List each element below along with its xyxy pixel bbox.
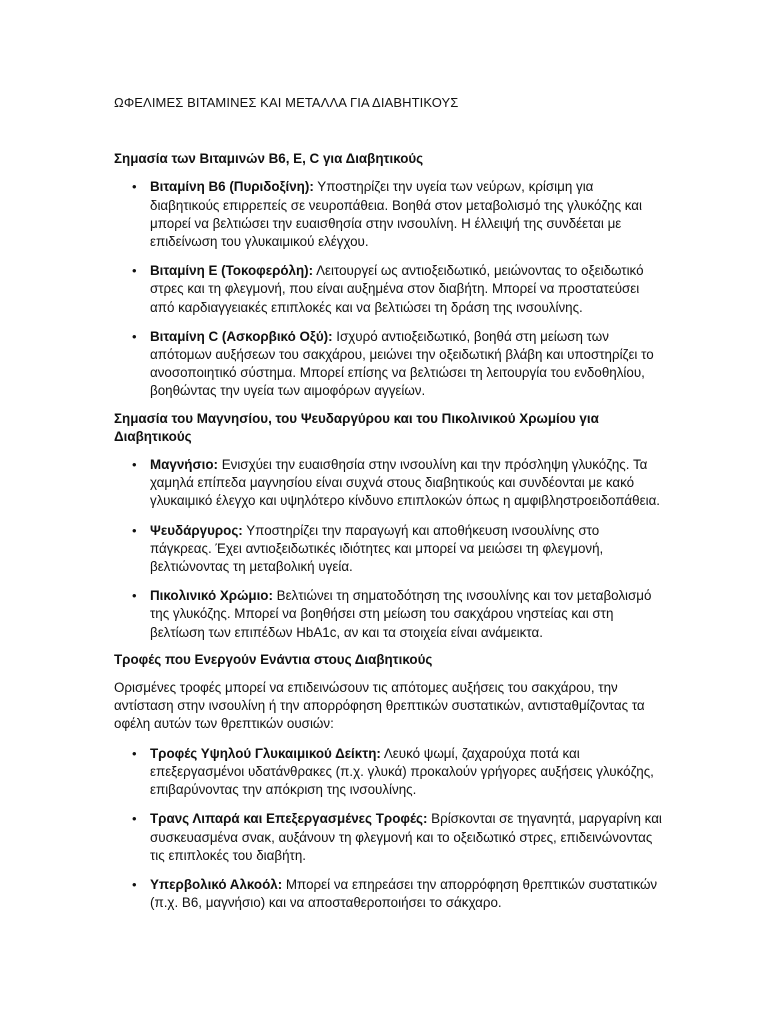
item-term: Βιταμίνη Β6 (Πυριδοξίνη): [150,179,314,195]
bullet-icon: • [132,457,137,473]
list-item [132,587,662,642]
item-text: Υποστηρίζει την υγεία των νεύρων, κρίσιμη για διαβητικούς επιρρεπείς σε νευροπάθεια. Βοηθά στον μεταβολισμό της γλυκόζης και μπορεί να βελτιώσει την ευαισθησία στην ινσουλίνη. Η έλλειψή της συνδέεται με επιδείνωση του γλυκαιμικού ελέγχου. [150,179,642,250]
bullet-icon: • [132,588,137,604]
vitamins-list [114,178,662,400]
item-text: Μπορεί να επηρεάσει την απορρόφηση θρεπτικών συστατικών (π.χ. Β6, μαγνήσιο) και να αποσταθεροποιήσει το σάκχαρο. [150,876,658,911]
bullet-icon: • [132,263,137,279]
list-item [132,810,662,865]
item-term: Τρανς Λιπαρά και Επεξεργασμένες Τροφές: [150,811,428,827]
item-text: Ενισχύει την ευαισθησία στην ινσουλίνη και την πρόσληψη γλυκόζης. Τα χαμηλά επίπεδα μαγνησίου είναι συχνά στους διαβητικούς και συνδέονται με κακό γλυκαιμικό έλεγχο και υψηλότερο κίνδυνο επιπλοκών όπως η αμφιβληστροειδοπάθεια. [150,457,661,509]
bullet-icon: • [132,876,137,892]
item-term: Ψευδάργυρος: [150,522,243,538]
item-text: Ισχυρό αντιοξειδωτικό, βοηθά στη μείωση των απότομων αυξήσεων του σακχάρου, μειώνει την οξειδωτική βλάβη και υποστηρίζει το ανοσοποιητικό σύστημα. Μπορεί επίσης να βελτιώσει τη λειτουργία του ενδοθηλίου, βοηθώντας την υγεία των αιμοφόρων αγγείων. [150,328,654,399]
list-item [132,745,662,800]
item-term: Βιταμίνη Ε (Τοκοφερόλη): [150,263,314,279]
item-text: Λευκό ψωμί, ζαχαρούχα ποτά και επεξεργασμένοι υδατάνθρακες (π.χ. γλυκά) προκαλούν γρήγορες αυξήσεις γλυκόζης, επιβαρύνοντας την απόκριση της ινσουλίνης. [150,745,654,798]
item-term: Μαγνήσιο: [150,457,218,473]
item-term: Τροφές Υψηλού Γλυκαιμικού Δείκτη: [150,745,381,761]
section-heading-foods: Τροφές που Ενεργούν Ενάντια στους Διαβητικούς [114,651,433,667]
bullet-icon: • [132,522,137,538]
item-text: Λειτουργεί ως αντιοξειδωτικό, μειώνοντας το οξειδωτικό στρες και τη φλεγμονή, που είναι αυξημένα στον διαβήτη. Μπορεί να προστατεύσει από καρδιαγγειακές επιπλοκές και να βελτιώσει τη δράση της ινσουλίνης. [150,263,644,315]
list-item [132,178,662,251]
bullet-icon: • [132,328,137,344]
item-text: Υποστηρίζει την παραγωγή και αποθήκευση ινσουλίνης στο πάγκρεας. Έχει αντιοξειδωτικές ιδιότητες και μπορεί να μειώσει τη φλεγμονή, βελτιώνοντας τη μεταβολική υγεία. [150,522,604,575]
bullet-icon: • [132,745,137,761]
section-heading-vitamins: Σημασία των Βιταμινών Β6, Ε, C για Διαβητικούς [114,151,424,167]
foods-intro-paragraph: Ορισμένες τροφές μπορεί να επιδεινώσουν τις απότομες αυξήσεις του σακχάρου, την αντίσταση στην ινσουλίνη ή την απορρόφηση θρεπτικών συστατικών, αντισταθμίζοντας τα οφέλη αυτών των θρεπτικών ουσιών: [114,680,645,732]
minerals-list [114,456,662,642]
list-item [132,876,662,912]
foods-list [114,745,662,913]
bullet-icon: • [132,811,137,827]
item-term: Βιταμίνη C (Ασκορβικό Οξύ): [150,328,333,344]
list-item [132,456,662,511]
item-term: Υπερβολικό Αλκοόλ: [150,876,283,892]
list-item [132,262,662,317]
document-title: ΩΦΕΛΙΜΕΣ ΒΙΤΑΜΙΝΕΣ ΚΑΙ ΜΕΤΑΛΛΑ ΓΙΑ ΔΙΑΒΗΤΙΚΟΥΣ [114,95,459,110]
list-item [132,522,662,577]
item-text: Βρίσκονται σε τηγανητά, μαργαρίνη και συσκευασμένα σνακ, αυξάνουν τη φλεγμονή και το οξειδωτικό στρες, επιδεινώνοντας τις επιπλοκές του διαβήτη. [150,811,662,863]
section-heading-minerals: Σημασία του Μαγνησίου, του Ψευδαργύρου και του Πικολινικού Χρωμίου για Διαβητικούς [114,410,599,444]
list-item [132,328,662,401]
item-text: Βελτιώνει τη σηματοδότηση της ινσουλίνης και τον μεταβολισμό της γλυκόζης. Μπορεί να βοηθήσει στη μείωση του σακχάρου νηστείας και στη βελτίωση των επιπέδων HbA1c, αν και τα στοιχεία είναι ανάμεικτα. [150,588,652,640]
bullet-icon: • [132,179,137,195]
item-term: Πικολινικό Χρώμιο: [150,588,273,604]
document-body [114,94,662,921]
